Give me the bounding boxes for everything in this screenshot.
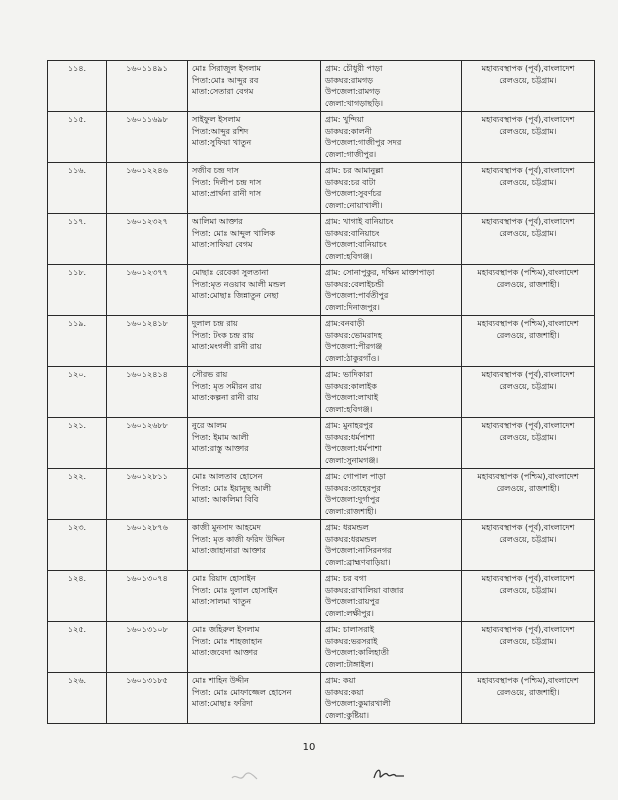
- address-cell-line: উপজেলা:দুর্গাপুর: [325, 495, 380, 504]
- page-number: 10: [302, 742, 316, 753]
- address-cell-line: ডাকঘর:কয়া: [325, 687, 364, 697]
- address-cell: [321, 61, 462, 112]
- posting-cell: [462, 622, 595, 673]
- address-cell: [321, 469, 462, 520]
- name-cell-line: আলিমা আক্তার: [192, 217, 243, 226]
- posting-cell-line: মহাব্যবস্থাপক (পূর্ব),বাংলাদেশ: [481, 166, 575, 175]
- name-cell: [188, 61, 321, 112]
- address-cell-line: ডাকঘর:রামগড়: [325, 75, 373, 85]
- address-cell-line: গ্রাম: চর আমানুল্লা: [325, 166, 384, 175]
- posting-cell: [462, 316, 595, 367]
- serial-cell: ১১৯.: [48, 316, 107, 367]
- address-cell-line: জেলা:হবিগঞ্জ।: [325, 404, 373, 414]
- signature-mark: [372, 766, 406, 782]
- name-cell: [188, 673, 321, 724]
- address-cell-line: গ্রাম: চর বগা: [325, 574, 367, 583]
- table-row: [48, 163, 595, 214]
- name-cell-line: কাজী মুনসাদ আহমেদ: [192, 523, 261, 532]
- address-cell-line: ডাকঘর:ভোমরাদহ: [325, 330, 382, 340]
- posting-cell: [462, 112, 595, 163]
- table-row: [48, 316, 595, 367]
- address-cell-line: উপজেলা:পীরগঞ্জ: [325, 342, 383, 351]
- name-cell-line: মাতা:জাহানারা আক্তার: [192, 546, 266, 555]
- posting-cell-line: মহাব্যবস্থাপক (পশ্চিম),বাংলাদেশ: [477, 472, 579, 481]
- roll-cell: ১৬০১১৪৯১: [107, 61, 188, 112]
- address-cell-line: গ্রাম: খুন্দিয়া: [325, 115, 364, 124]
- posting-cell-line: রেলওয়ে, রাজশাহী।: [496, 330, 560, 340]
- address-cell: [321, 265, 462, 316]
- address-cell-line: জেলা:খাগড়াছড়ি।: [325, 98, 383, 108]
- ink-smudge: [230, 770, 260, 784]
- posting-cell-line: রেলওয়ে, রাজশাহী।: [496, 279, 560, 289]
- name-cell-line: মোছাঃ রেবেকা সুলতানা: [192, 268, 269, 277]
- roll-cell: ১৬০১৩১৮৫: [107, 673, 188, 724]
- address-cell-line: জেলা:টাঙ্গাইল।: [325, 659, 374, 669]
- serial-cell: ১২৩.: [48, 520, 107, 571]
- table-row: [48, 571, 595, 622]
- address-cell-line: ডাকঘর:রাখালিয়া বাজার: [325, 585, 404, 595]
- posting-cell: [462, 265, 595, 316]
- name-cell: [188, 571, 321, 622]
- table-row: [48, 520, 595, 571]
- table-row: [48, 112, 595, 163]
- serial-cell: ১১৮.: [48, 265, 107, 316]
- name-cell: [188, 367, 321, 418]
- posting-cell: [462, 469, 595, 520]
- posting-cell-line: রেলওয়ে, চট্টগ্রাম।: [499, 534, 557, 544]
- posting-cell: [462, 571, 595, 622]
- posting-cell-line: রেলওয়ে, চট্টগ্রাম।: [499, 381, 557, 391]
- name-cell-line: সজীব চন্দ্র দাস: [192, 166, 239, 175]
- address-cell: [321, 316, 462, 367]
- address-cell-line: উপজেলা:রায়পুর: [325, 597, 380, 606]
- address-cell-line: ডাকঘর:ধরমন্ডল: [325, 534, 377, 544]
- serial-cell: ১১৫.: [48, 112, 107, 163]
- serial-cell: ১২০.: [48, 367, 107, 418]
- address-cell-line: ডাকঘর:চর বাটা: [325, 177, 376, 187]
- address-cell-line: উপজেলা:পার্বতীপুর: [325, 291, 389, 300]
- name-cell: [188, 112, 321, 163]
- roll-cell: ১৬০১৩১০৮: [107, 622, 188, 673]
- address-cell-line: উপজেলা:গাজীপুর সদর: [325, 138, 402, 147]
- name-cell-line: মাতা:প্রার্থনা রানী দাস: [192, 189, 262, 198]
- roll-cell: ১৬০১২৩৭৭: [107, 265, 188, 316]
- posting-cell-line: মহাব্যবস্থাপক (পশ্চিম),বাংলাদেশ: [477, 319, 579, 328]
- serial-cell: ১২৫.: [48, 622, 107, 673]
- posting-cell: [462, 367, 595, 418]
- address-cell: [321, 163, 462, 214]
- posting-cell-line: মহাব্যবস্থাপক (পূর্ব),বাংলাদেশ: [481, 574, 575, 583]
- name-cell-line: পিতা: মৃত সমীরন রায়: [192, 381, 262, 391]
- name-cell-line: সাইফুল ইসলাম: [192, 115, 241, 124]
- address-cell-line: গ্রাম: ধরমন্ডল: [325, 523, 369, 532]
- address-cell-line: জেলা:কুষ্টিয়া।: [325, 710, 369, 720]
- name-cell: [188, 265, 321, 316]
- posting-cell-line: রেলওয়ে, চট্টগ্রাম।: [499, 126, 557, 136]
- address-cell-line: জেলা:রাজশাহী।: [325, 506, 377, 516]
- address-cell-line: উপজেলা:লাখাই: [325, 393, 379, 402]
- name-cell: [188, 469, 321, 520]
- name-cell-line: সৌরভ রায়: [192, 370, 228, 379]
- posting-cell-line: রেলওয়ে, চট্টগ্রাম।: [499, 75, 557, 85]
- name-cell-line: মাতা:সাফিয়া বেগম: [192, 240, 253, 249]
- address-cell-line: উপজেলা:রামগড়: [325, 87, 381, 96]
- posting-cell-line: রেলওয়ে, চট্টগ্রাম।: [499, 636, 557, 646]
- address-cell-line: ডাকঘর:ধর্মপাশা: [325, 432, 375, 442]
- posting-cell-line: মহাব্যবস্থাপক (পূর্ব),বাংলাদেশ: [481, 217, 575, 226]
- address-cell-line: ডাকঘর:তাহেরপুর: [325, 483, 381, 493]
- table-row: [48, 622, 595, 673]
- name-cell-line: পিতা:মৃত নওয়াব আলী মন্ডল: [192, 279, 286, 289]
- serial-cell: ১১৭.: [48, 214, 107, 265]
- address-cell: [321, 673, 462, 724]
- address-cell-line: ডাকঘর:বেলাইচন্ডী: [325, 279, 384, 289]
- posting-cell-line: মহাব্যবস্থাপক (পূর্ব),বাংলাদেশ: [481, 64, 575, 73]
- serial-cell: ১১৬.: [48, 163, 107, 214]
- address-cell-line: জেলা:দিনাজপুর।: [325, 302, 380, 312]
- posting-cell-line: রেলওয়ে, চট্টগ্রাম।: [499, 585, 557, 595]
- table-row: [48, 418, 595, 469]
- posting-cell-line: রেলওয়ে, রাজশাহী।: [496, 687, 560, 697]
- address-cell-line: জেলা:লক্ষীপুর।: [325, 608, 374, 618]
- posting-cell-line: মহাব্যবস্থাপক (পূর্ব),বাংলাদেশ: [481, 370, 575, 379]
- address-cell-line: জেলা:হবিগঞ্জ।: [325, 251, 373, 261]
- name-cell-line: মোঃ আলতাব হোসেন: [192, 472, 263, 481]
- name-cell-line: মাতা: আকলিমা বিবি: [192, 495, 259, 504]
- address-cell-line: গ্রাম: গোপাল পাড়া: [325, 472, 386, 481]
- address-cell-line: গ্রাম: সোনাপুকুর, দক্ষিন মাক্তাপাড়া: [325, 268, 435, 277]
- address-cell: [321, 214, 462, 265]
- address-cell-line: ডাকঘর:কালাইক: [325, 381, 377, 391]
- posting-cell: [462, 520, 595, 571]
- name-cell-line: নুরে আলম: [192, 421, 227, 430]
- address-cell: [321, 571, 462, 622]
- address-cell: [321, 622, 462, 673]
- posting-cell-line: রেলওয়ে, চট্টগ্রাম।: [499, 432, 557, 442]
- name-cell-line: দুলাল চন্দ্র রায়: [192, 319, 238, 328]
- roll-cell: ১৬০১২৪১৪: [107, 367, 188, 418]
- name-cell: [188, 418, 321, 469]
- serial-cell: ১২২.: [48, 469, 107, 520]
- address-cell-line: গ্রাম: ভাদিকারা: [325, 370, 373, 379]
- address-cell-line: জেলা:ঠাকুরগাঁও।: [325, 353, 380, 363]
- candidate-table-body: [48, 61, 595, 724]
- posting-cell-line: মহাব্যবস্থাপক (পূর্ব),বাংলাদেশ: [481, 523, 575, 532]
- name-cell-line: মাতা:মোছাঃ ফরিদা: [192, 699, 253, 708]
- table-row: [48, 61, 595, 112]
- table-row: [48, 673, 595, 724]
- address-cell-line: উপজেলা:সুবর্ণচর: [325, 189, 382, 198]
- name-cell-line: পিতা: মোঃ মোফাজ্জেল হোসেন: [192, 687, 292, 697]
- serial-cell: ১২৬.: [48, 673, 107, 724]
- address-cell-line: গ্রাম: মুনাহরপুর: [325, 421, 373, 430]
- name-cell-line: পিতা:আব্দুর রশিদ: [192, 126, 249, 136]
- name-cell: [188, 316, 321, 367]
- roll-cell: ১৬০১২২৪৬: [107, 163, 188, 214]
- name-cell: [188, 214, 321, 265]
- address-cell-line: গ্রাম: খাগাই বানিয়াচং: [325, 217, 394, 226]
- name-cell-line: মোঃ সিরাজুল ইসলাম: [192, 64, 261, 73]
- table-row: [48, 469, 595, 520]
- posting-cell-line: রেলওয়ে, রাজশাহী।: [496, 483, 560, 493]
- table-row: [48, 265, 595, 316]
- name-cell-line: পিতা: ইমাম আলী: [192, 432, 249, 442]
- roll-cell: ১৬০১২৪১৮: [107, 316, 188, 367]
- candidate-table: [47, 60, 595, 724]
- address-cell-line: উপজেলা:ধর্মপাশা: [325, 444, 382, 453]
- address-cell-line: গ্রাম: চৌধুরী পাড়া: [325, 64, 383, 73]
- name-cell-line: পিতা:মোঃ আব্দুর রব: [192, 75, 259, 85]
- roll-cell: ১৬০১২৩২৭: [107, 214, 188, 265]
- serial-cell: ১২১.: [48, 418, 107, 469]
- roll-cell: ১৬০১৩০৭৪: [107, 571, 188, 622]
- posting-cell: [462, 214, 595, 265]
- table-row: [48, 367, 595, 418]
- posting-cell-line: মহাব্যবস্থাপক (পূর্ব),বাংলাদেশ: [481, 625, 575, 634]
- table-row: [48, 214, 595, 265]
- name-cell-line: মাতা:মোছাঃ জিন্নাতুন নেছা: [192, 291, 279, 300]
- address-cell: [321, 367, 462, 418]
- serial-cell: ১১৪.: [48, 61, 107, 112]
- name-cell-line: পিতা: দিলীপ চন্দ্র দাস: [192, 177, 262, 187]
- name-cell-line: মাতা:মংগলী রানী রায়: [192, 342, 262, 351]
- address-cell-line: জেলা:ব্রাহ্মণবাড়িয়া।: [325, 557, 391, 567]
- address-cell-line: উপজেলা:নাসিরনগর: [325, 546, 392, 555]
- roll-cell: ১৬০১২৬৮৮: [107, 418, 188, 469]
- address-cell-line: গ্রাম: কয়া: [325, 676, 356, 685]
- address-cell-line: ডাকঘর:ভরসরাই: [325, 636, 378, 646]
- name-cell: [188, 622, 321, 673]
- serial-cell: ১২৪.: [48, 571, 107, 622]
- name-cell-line: মাতা:কল্পনা রানী রায়: [192, 393, 259, 402]
- name-cell-line: পিতা: মোঃ ইয়ানুছ আলী: [192, 483, 272, 493]
- name-cell: [188, 520, 321, 571]
- name-cell-line: মাতা:সালমা খাতুন: [192, 597, 252, 606]
- name-cell-line: মাতা:জবেদা আক্তার: [192, 648, 258, 657]
- address-cell-line: ডাকঘর:বানিয়াচং: [325, 228, 380, 238]
- address-cell-line: জেলা:সুনামগঞ্জ।: [325, 455, 379, 465]
- name-cell-line: পিতা: মোঃ দুলাল হোসাইন: [192, 585, 278, 595]
- name-cell-line: মাতা:সুফিয়া খাতুন: [192, 138, 252, 147]
- posting-cell-line: রেলওয়ে, চট্টগ্রাম।: [499, 177, 557, 187]
- address-cell-line: গ্রাম: চালাসরাই: [325, 625, 375, 634]
- posting-cell-line: মহাব্যবস্থাপক (পশ্চিম),বাংলাদেশ: [477, 268, 579, 277]
- name-cell-line: মাতা:সেতারা বেগম: [192, 87, 254, 96]
- address-cell-line: জেলা:নোয়াখালী।: [325, 200, 383, 210]
- name-cell-line: পিতা: মোঃ শাহজাহান: [192, 636, 263, 646]
- posting-cell-line: মহাব্যবস্থাপক (পশ্চিম),বাংলাদেশ: [477, 676, 579, 685]
- name-cell-line: মোঃ জহিরুল ইসলাম: [192, 625, 260, 634]
- address-cell: [321, 520, 462, 571]
- address-cell-line: ডাকঘর:কালনী: [325, 126, 372, 136]
- name-cell-line: মোঃ রিয়াদ হোসাইন: [192, 574, 256, 583]
- address-cell-line: উপজেলা:কুমারখালী: [325, 699, 391, 708]
- address-cell: [321, 112, 462, 163]
- address-cell-line: উপজেলা:বানিয়াচং: [325, 240, 387, 249]
- posting-cell-line: রেলওয়ে, চট্টগ্রাম।: [499, 228, 557, 238]
- roll-cell: ১৬০১১৬৯৮: [107, 112, 188, 163]
- address-cell-line: উপজেলা:কালিহাতী: [325, 648, 389, 657]
- address-cell-line: জেলা:গাজীপুর।: [325, 149, 377, 159]
- name-cell-line: মোঃ শাহিন উদ্দীন: [192, 676, 249, 685]
- posting-cell-line: মহাব্যবস্থাপক (পূর্ব),বাংলাদেশ: [481, 421, 575, 430]
- posting-cell: [462, 673, 595, 724]
- name-cell-line: মাতা:রাস্তু আক্তার: [192, 444, 249, 453]
- posting-cell: [462, 163, 595, 214]
- name-cell: [188, 163, 321, 214]
- roll-cell: ১৬০১২৮৭৬: [107, 520, 188, 571]
- posting-cell: [462, 418, 595, 469]
- address-cell: [321, 418, 462, 469]
- name-cell-line: পিতা: মোঃ আব্দুল খালিক: [192, 228, 275, 238]
- posting-cell-line: মহাব্যবস্থাপক (পূর্ব),বাংলাদেশ: [481, 115, 575, 124]
- address-cell-line: গ্রাম:বনবাড়ী: [325, 319, 365, 328]
- name-cell-line: পিতা: টংক চন্দ্র রায়: [192, 330, 254, 340]
- posting-cell: [462, 61, 595, 112]
- roll-cell: ১৬০১২৮১১: [107, 469, 188, 520]
- name-cell-line: পিতা: মৃত কাজী ফরিদ উদ্দিন: [192, 534, 285, 544]
